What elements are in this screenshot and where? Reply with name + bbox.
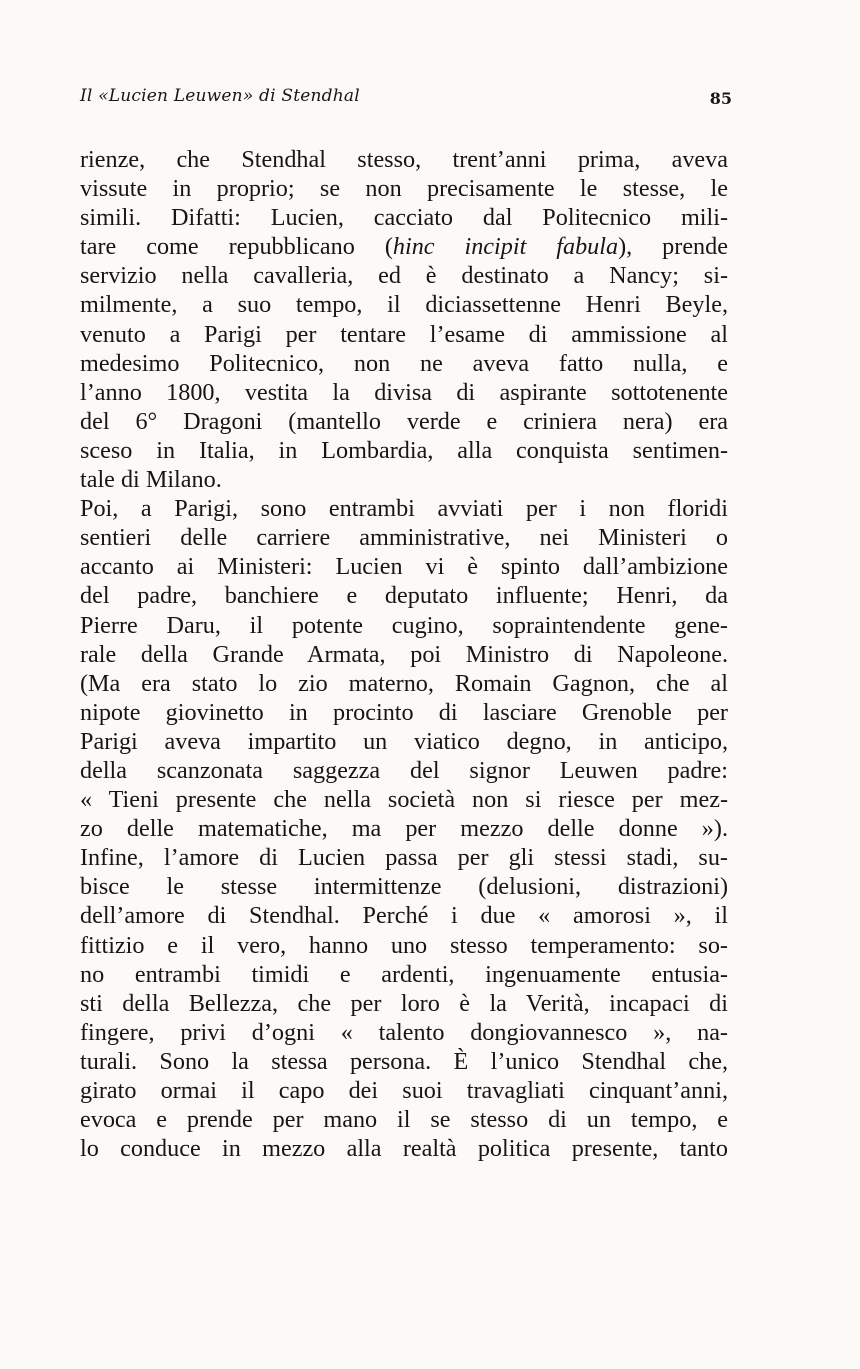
text-line: medesimo Politecnico, non ne aveva fatto nulla, e <box>80 349 728 377</box>
text-line: servizio nella cavalleria, ed è destinato a Nancy; si- <box>80 262 728 290</box>
text-line: no entrambi timidi e ardenti, ingenuamente entusia- <box>80 960 728 988</box>
text-line: zo delle matematiche, ma per mezzo delle donne »). <box>80 815 728 843</box>
text-line: milmente, a suo tempo, il diciassettenne Henri Beyle, <box>80 291 728 319</box>
text-line: del padre, banchiere e deputato influente; Henri, da <box>80 582 728 610</box>
page-header <box>80 86 730 114</box>
text-line: girato ormai il capo dei suoi travagliati cinquant’anni, <box>80 1077 728 1104</box>
text-line: fittizio e il vero, hanno uno stesso temperamento: so- <box>80 931 728 959</box>
text-line: turali. Sono la stessa persona. È l’unico Stendhal che, <box>80 1047 728 1075</box>
text-line: evoca e prende per mano il se stesso di un tempo, e <box>80 1106 728 1134</box>
text-line: tare come repubblicano (hinc incipit fabula), prende <box>80 233 728 261</box>
text-line: sceso in Italia, in Lombardia, alla conquista sentimen- <box>80 436 728 464</box>
text-line: rale della Grande Armata, poi Ministro di Napoleone. <box>80 640 728 668</box>
text-line: venuto a Parigi per tentare l’esame di ammissione al <box>80 320 728 348</box>
text-line: sti della Bellezza, che per loro è la Verità, incapaci di <box>80 989 728 1017</box>
text-line: dell’amore di Stendhal. Perché i due « amorosi », il <box>80 902 728 930</box>
latin-phrase: hinc incipit fabula <box>392 233 619 261</box>
text-line: della scanzonata saggezza del signor Leuwen padre: <box>80 756 728 784</box>
text-line: del 6° Dragoni (mantello verde e criniera nera) era <box>80 407 728 435</box>
text-line: Parigi aveva impartito un viatico degno, in anticipo, <box>80 727 728 755</box>
body-text <box>80 145 728 1163</box>
text-line: fingere, privi d’ogni « talento dongiovannesco », na- <box>80 1018 728 1046</box>
running-title: Il «Lucien Leuwen» di Stendhal <box>80 86 360 106</box>
text-line: lo conduce in mezzo alla realtà politica presente, tanto <box>80 1135 728 1163</box>
text-line: « Tieni presente che nella società non si riesce per mez- <box>80 786 728 814</box>
text-line: tale di Milano. <box>80 466 222 494</box>
text-line: bisce le stesse intermittenze (delusioni, distrazioni) <box>80 873 728 901</box>
text-line: rienze, che Stendhal stesso, trent’anni prima, aveva <box>80 146 728 173</box>
text-line: (Ma era stato lo zio materno, Romain Gagnon, che al <box>80 669 728 697</box>
text-line: vissute in proprio; se non precisamente le stesse, le <box>80 175 728 203</box>
page-number: 85 <box>709 89 732 108</box>
text-line: simili. Difatti: Lucien, cacciato dal Politecnico mili- <box>80 204 728 232</box>
text-line: accanto ai Ministeri: Lucien vi è spinto dall’ambizione <box>80 553 728 581</box>
text-line: sentieri delle carriere amministrative, nei Ministeri o <box>80 524 728 552</box>
text-line: Poi, a Parigi, sono entrambi avviati per i non floridi <box>80 495 728 523</box>
text-line: Pierre Daru, il potente cugino, sopraintendente gene- <box>80 611 728 639</box>
text-line: l’anno 1800, vestita la divisa di aspirante sottotenente <box>80 378 728 406</box>
text-line: Infine, l’amore di Lucien passa per gli stessi stadi, su- <box>80 844 728 872</box>
text-line: nipote giovinetto in procinto di lasciare Grenoble per <box>80 698 728 726</box>
